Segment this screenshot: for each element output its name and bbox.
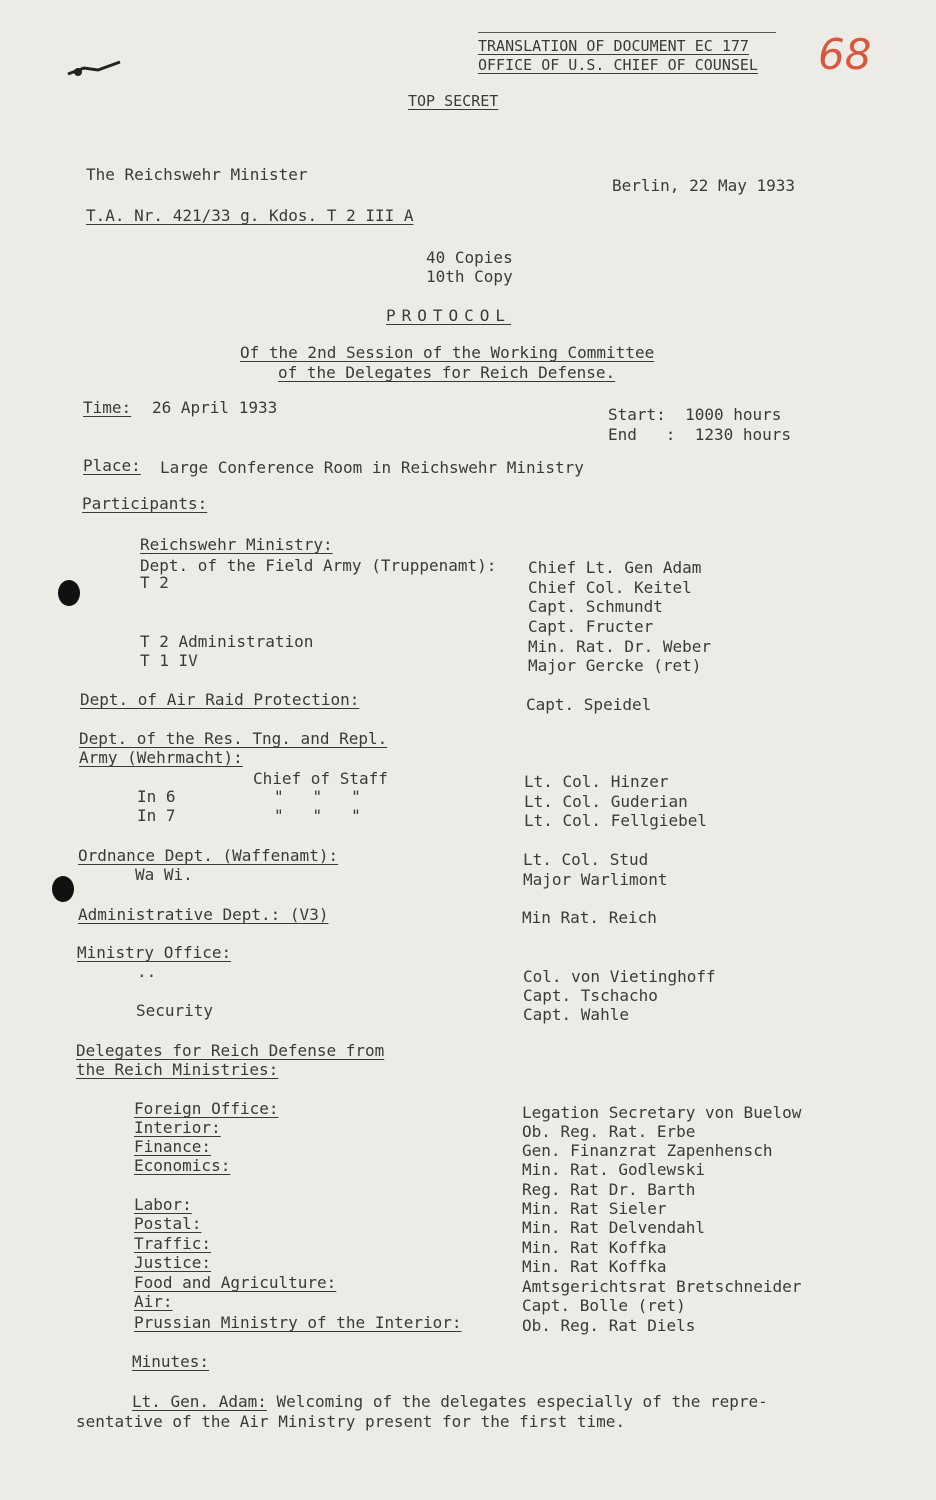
delegate-ministry: Prussian Ministry of the Interior: [134,1313,462,1332]
security-label: Security [136,1001,214,1020]
copies: 40 Copies [426,248,513,267]
delegate-ministry: Food and Agriculture: [134,1273,337,1292]
end-time: End : 1230 hours [608,425,792,444]
title-subline-1: Of the 2nd Session of the Working Committee [240,343,655,362]
delegate-ministry: Air: [134,1292,173,1311]
t2-admin-label: T 2 Administration [140,632,314,651]
minutes-speaker: Lt. Gen. Adam: [132,1392,267,1411]
reference-number: T.A. Nr. 421/33 g. Kdos. T 2 III A [86,206,414,225]
delegate-ministry: Postal: [134,1214,202,1233]
delegate-ministry: Interior: [134,1118,221,1137]
ditto-marks: " " " [274,806,361,825]
minutes-label: Minutes: [132,1352,210,1371]
delegate-name: Reg. Rat Dr. Barth [522,1180,696,1199]
admin-dept-name: Min Rat. Reich [522,908,657,927]
delegate-name: Legation Secretary von Buelow [522,1103,802,1122]
res-name: Lt. Col. Hinzer [524,772,669,791]
delegate-name: Min. Rat Sieler [522,1199,667,1218]
chief-of-staff-label: Chief of Staff [253,769,388,788]
rw-name: Chief Col. Keitel [528,578,692,597]
translation-line-2: OFFICE OF U.S. CHIEF OF COUNSEL [478,56,758,74]
rw-name: Capt. Fructer [528,617,654,636]
delegate-name: Ob. Reg. Rat Diels [522,1316,696,1335]
minutes-line-2: sentative of the Air Ministry present for the first time. [76,1412,626,1431]
ditto-marks: " " " [274,787,361,806]
translation-line-1: TRANSLATION OF DOCUMENT EC 177 [478,37,749,55]
res-dept-line-1: Dept. of the Res. Tng. and Repl. [79,729,388,748]
delegates-heading-line-2: the Reich Ministries: [76,1060,279,1079]
delegate-ministry: Traffic: [134,1234,212,1253]
document-title: PROTOCOL [386,306,512,325]
delegate-ministry: Economics: [134,1156,231,1175]
ministry-office-name: Capt. Wahle [523,1005,629,1024]
minutes-line-1 [132,1392,768,1411]
ordnance-sub: Wa Wi. [135,865,193,884]
copy-number: 10th Copy [426,267,513,286]
in7-label: In 7 [137,806,176,825]
res-name: Lt. Col. Guderian [524,792,688,811]
ministry-office-label: Ministry Office: [77,943,232,962]
delegate-ministry: Finance: [134,1137,212,1156]
t2-label: T 2 [140,573,169,592]
rw-name: Capt. Schmundt [528,597,663,616]
air-raid-name: Capt. Speidel [526,695,652,714]
admin-dept-label: Administrative Dept.: (V3) [78,905,329,924]
header-rule [478,32,776,33]
time-label: Time: [83,398,132,417]
dept-field-army: Dept. of the Field Army (Truppenamt): [140,556,497,575]
ministry-office-name: Col. von Vietinghoff [523,967,716,986]
time-value: 26 April 1933 [152,398,278,417]
delegate-name: Min. Rat Koffka [522,1238,667,1257]
delegate-name: Amtsgerichtsrat Bretschneider [522,1277,802,1296]
place-label: Place: [83,456,141,475]
ordnance-label: Ordnance Dept. (Waffenamt): [78,846,339,865]
rw-name: Major Gercke (ret) [528,656,702,675]
delegate-name: Gen. Finanzrat Zapenhensch [522,1141,773,1160]
delegate-name: Min. Rat. Godlewski [522,1160,706,1179]
place-date: Berlin, 22 May 1933 [612,176,796,195]
air-raid-label: Dept. of Air Raid Protection: [80,690,360,709]
ministry-office-name: Capt. Tschacho [523,986,658,1005]
ordnance-name: Lt. Col. Stud [523,850,649,869]
participants-label: Participants: [82,494,208,513]
start-time: Start: 1000 hours [608,405,782,424]
ink-mark-icon [64,58,124,82]
res-dept-line-2: Army (Wehrmacht): [79,748,243,767]
page-number: 68 [818,30,872,79]
delegate-ministry: Labor: [134,1195,192,1214]
ministry-office-sub: .. [137,962,157,981]
sender: The Reichswehr Minister [86,165,308,184]
res-name: Lt. Col. Fellgiebel [524,811,708,830]
place-value: Large Conference Room in Reichswehr Ministry [160,458,584,477]
punch-hole [58,580,80,606]
delegate-ministry: Foreign Office: [134,1099,279,1118]
delegate-name: Min. Rat Koffka [522,1257,667,1276]
delegate-name: Capt. Bolle (ret) [522,1296,686,1315]
punch-hole [52,876,74,902]
rw-heading: Reichswehr Ministry: [140,535,333,554]
ordnance-name: Major Warlimont [523,870,668,889]
minutes-text-1: Welcoming of the delegates especially of the repre- [266,1392,768,1411]
rw-name: Min. Rat. Dr. Weber [528,637,712,656]
rw-name: Chief Lt. Gen Adam [528,558,702,577]
delegate-name: Min. Rat Delvendahl [522,1218,706,1237]
title-subline-2: of the Delegates for Reich Defense. [278,363,616,382]
delegates-heading-line-1: Delegates for Reich Defense from [76,1041,385,1060]
delegate-name: Ob. Reg. Rat. Erbe [522,1122,696,1141]
in6-label: In 6 [137,787,176,806]
classification: TOP SECRET [408,92,499,110]
delegate-ministry: Justice: [134,1253,212,1272]
t1iv-label: T 1 IV [140,651,198,670]
